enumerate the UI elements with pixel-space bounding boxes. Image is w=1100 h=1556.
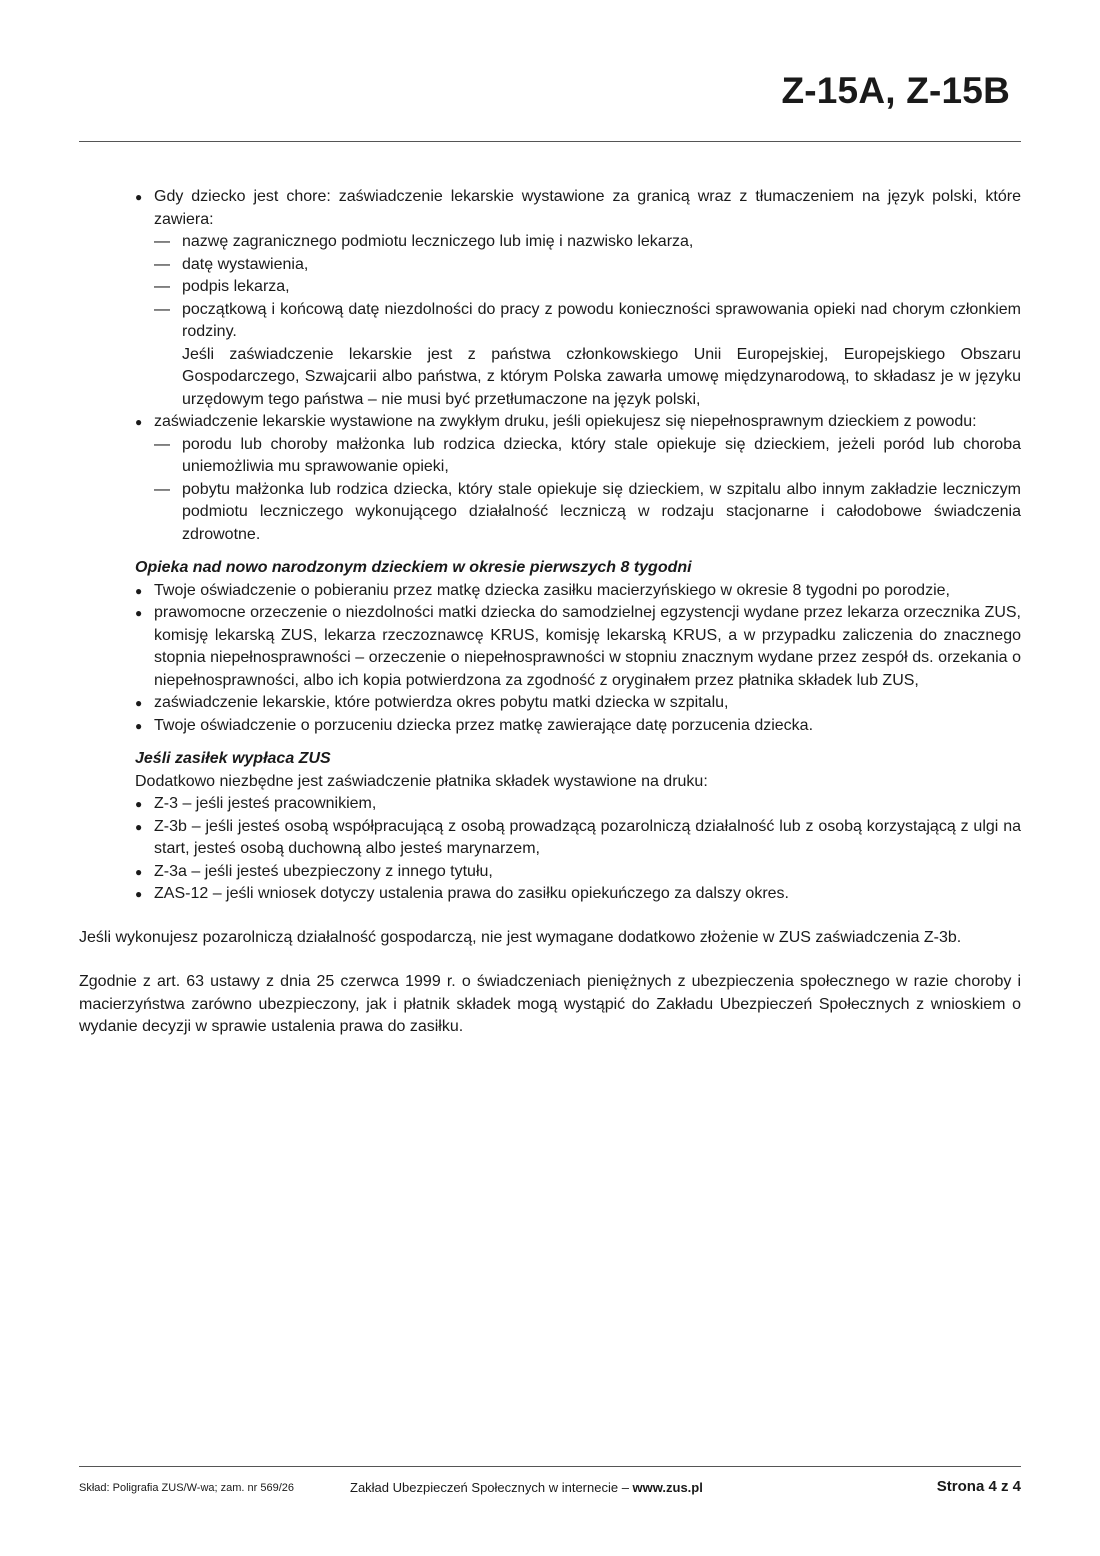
list-item: ● prawomocne orzeczenie o niezdolności matki dziecka do samodzielnej egzystencji wydane przez lekarza orzecznika ZUS, komisję lekarską ZUS, lekarza rzeczoznawcę KRUS, komisję lekarską KRUS, a w przypadku zaliczenia do znacznego stopnia niepełnosprawności – orzeczenie o niepełnosprawności w stopniu znacznym wydane przez zespół ds. orzekania o niepełnosprawności, albo ich kopia potwierdzona za zgodność z oryginałem przez płatnika składek lub ZUS,: [135, 602, 1021, 692]
paragraph-legal-basis: Zgodnie z art. 63 ustawy z dnia 25 czerwca 1999 r. o świadczeniach pieniężnych z ubezpieczenia społecznego w razie choroby i macierzyństwa zarówno ubezpieczony, jak i płatnik składek mogą wystąpić do Zakładu Ubezpieczeń Społecznych z wnioskiem o wydanie decyzji w sprawie ustalenia prawa do zasiłku.: [79, 973, 1021, 1035]
page-number: Strona 4 z 4: [936, 1478, 1021, 1495]
zus-heading: Jeśli zasiłek wypłaca ZUS: [135, 750, 331, 767]
list-item: ● Twoje oświadczenie o pobieraniu przez matkę dziecka zasiłku macierzyńskiego w okresie 8 tygodni po porodzie,: [135, 580, 1021, 603]
dash-item: — datę wystawienia,: [135, 254, 1021, 277]
list-item: ● Z-3 – jeśli jesteś pracownikiem,: [135, 793, 1021, 816]
list-item: ● ZAS-12 – jeśli wniosek dotyczy ustalenia prawa do zasiłku opiekuńczego za dalszy okres.: [135, 883, 1021, 906]
list-item: ● zaświadczenie lekarskie, które potwierdza okres pobytu matki dziecka w szpitalu,: [135, 692, 1021, 715]
zus-website-link[interactable]: www.zus.pl: [632, 1480, 703, 1495]
dash-item: — podpis lekarza,: [135, 276, 1021, 299]
bullet-foreign-certificate: ● Gdy dziecko jest chore: zaświadczenie lekarskie wystawione za granicą wraz z tłumaczeniem na język polski, które zawiera:: [135, 186, 1021, 231]
header-divider: [79, 141, 1021, 142]
dash-item: — początkową i końcową datę niezdolności do pracy z powodu konieczności sprawowania opieki nad chorym członkiem rodziny.: [135, 299, 1021, 344]
zus-list: [135, 793, 1021, 906]
list-item: ● Z-3a – jeśli jesteś ubezpieczony z innego tytułu,: [135, 861, 1021, 884]
footer-divider: [79, 1466, 1021, 1467]
document-body: [79, 186, 1021, 1039]
requirements-section: [79, 186, 1021, 906]
page-title: Z-15A, Z-15B: [781, 70, 1010, 111]
newborn-heading: Opieka nad nowo narodzonym dzieckiem w okresie pierwszych 8 tygodni: [135, 559, 692, 576]
footer-org-text: Zakład Ubezpieczeń Społecznych w internecie –: [350, 1480, 633, 1495]
sick-child-list: [135, 186, 1021, 546]
dash-item: — porodu lub choroby małżonka lub rodzica dziecka, który stale opiekuje się dzieckiem, jeżeli poród lub choroba uniemożliwia mu sprawowanie opieki,: [135, 434, 1021, 479]
footer-org: [350, 1480, 703, 1495]
dash-item: — pobytu małżonka lub rodzica dziecka, który stale opiekuje się dzieckiem, w szpitalu albo innym zakładzie leczniczym podmiotu leczniczego wykonującego działalność leczniczą w rodzaju stacjonarne i całodobowe świadczenia zdrowotne.: [135, 479, 1021, 547]
list-item: ● Twoje oświadczenie o porzuceniu dziecka przez matkę zawierające datę porzucenia dziecka.: [135, 715, 1021, 738]
newborn-list: [135, 580, 1021, 738]
bullet-disabled-child: ● zaświadczenie lekarskie wystawione na zwykłym druku, jeśli opiekujesz się niepełnosprawnym dzieckiem z powodu:: [135, 411, 1021, 434]
zus-intro: Dodatkowo niezbędne jest zaświadczenie płatnika składek wystawione na druku:: [135, 772, 708, 790]
print-info: Skład: Poligrafia ZUS/W-wa; zam. nr 569/26: [79, 1482, 294, 1494]
dash-item: — nazwę zagranicznego podmiotu leczniczego lub imię i nazwisko lekarza,: [135, 231, 1021, 254]
paragraph-self-employed: Jeśli wykonujesz pozarolniczą działalność gospodarczą, nie jest wymagane dodatkowo złożenie w ZUS zaświadczenia Z-3b.: [79, 928, 962, 946]
list-item: ● Z-3b – jeśli jesteś osobą współpracującą z osobą prowadzącą pozarolniczą działalność lub z osobą korzystającą z ulgi na start, jesteś osobą duchowną albo jesteś marynarzem,: [135, 816, 1021, 861]
eu-note: Jeśli zaświadczenie lekarskie jest z państwa członkowskiego Unii Europejskiej, Europejskiego Obszaru Gospodarczego, Szwajcarii albo państwa, z którym Polska zawarła umowę międzynarodową, to składasz je w języku urzędowym tego państwa – nie musi być przetłumaczone na język polski,: [182, 345, 1021, 408]
